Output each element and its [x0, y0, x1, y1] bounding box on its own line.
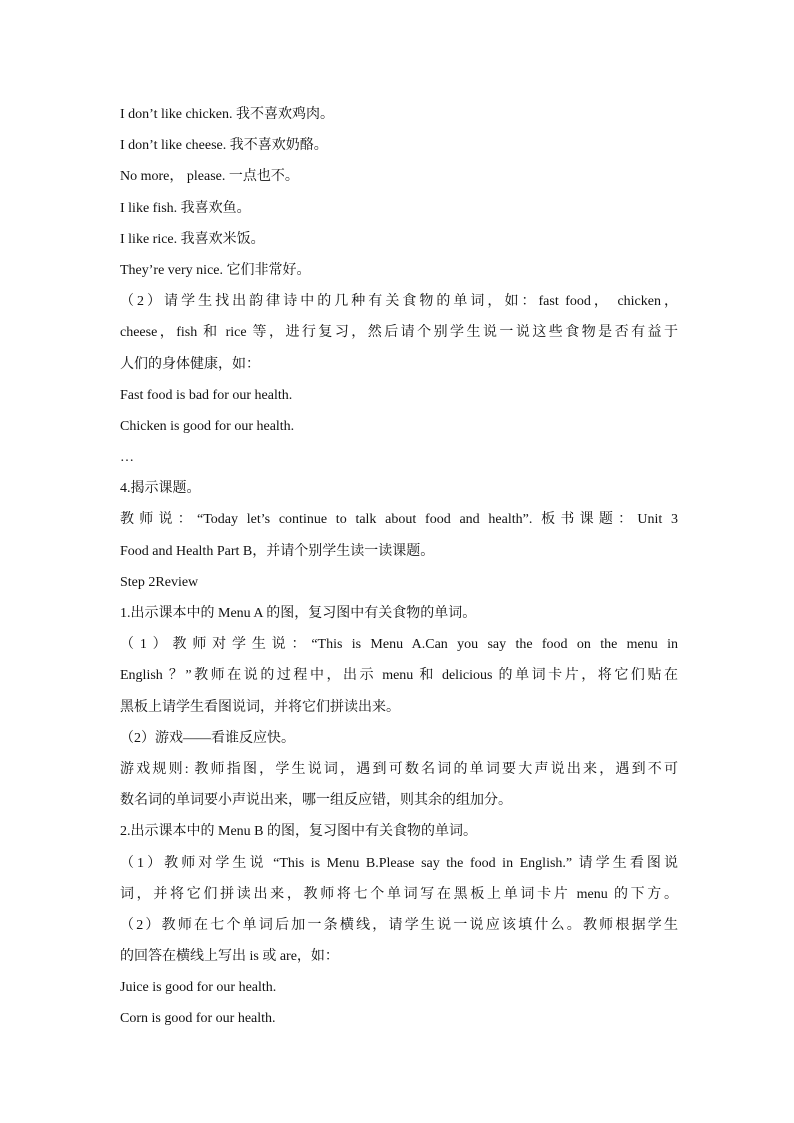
- text-line: （2）教师在七个单词后加一条横线，请学生说一说应该填什么。教师根据学生: [120, 917, 678, 933]
- text-line: 数名词的单词要小声说出来，哪一组反应错，则其余的组加分。: [120, 793, 512, 809]
- text-line: 黑板上请学生看图说词，并将它们拼读出来。: [120, 699, 400, 715]
- text-line: 游戏规则: 教师指图，学生说词，遇到可数名词的单词要大声说出来，遇到不可: [120, 761, 678, 777]
- text-line: 词，并将它们拼读出来，教师将七个单词写在黑板上单词卡片 menu 的下方。: [120, 886, 678, 902]
- text-line: 人们的身体健康，如：: [120, 356, 260, 372]
- text-line: I like rice. 我喜欢米饭。: [120, 231, 265, 247]
- text-line: （1）教师对学生说 “This is Menu B.Please say the food in English.” 请学生看图说: [120, 855, 678, 871]
- text-line: （1）教师对学生说：“This is Menu A.Can you say the food on the menu in: [120, 637, 678, 653]
- text-line: English ？”教师在说的过程中，出示 menu 和 delicious 的单词卡片，将它们贴在: [120, 668, 678, 684]
- text-line: 教师说：“Today let’s continue to talk about food and health”. 板书课题：Unit 3: [120, 512, 678, 528]
- text-line: （2）游戏——看谁反应快。: [120, 730, 295, 746]
- text-line: 4.揭示课题。: [120, 481, 201, 497]
- text-line: Step 2Review: [120, 574, 199, 590]
- text-line: They’re very nice. 它们非常好。: [120, 262, 311, 278]
- text-line: Corn is good for our health.: [120, 1011, 276, 1027]
- text-line: I don’t like chicken. 我不喜欢鸡肉。: [120, 107, 334, 122]
- text-line: No more， please. 一点也不。: [120, 169, 299, 185]
- text-line: Fast food is bad for our health.: [120, 387, 293, 403]
- text-line: （2）请学生找出韵律诗中的几种有关食物的单词，如：fast food， chicken，: [120, 294, 678, 310]
- text-line: I like fish. 我喜欢鱼。: [120, 200, 251, 216]
- text-line: 的回答在横线上写出 is 或 are，如：: [120, 949, 339, 965]
- text-line: Chicken is good for our health.: [120, 418, 295, 434]
- text-line: 2.出示课本中的 Menu B 的图，复习图中有关食物的单词。: [120, 824, 477, 840]
- text-line: Juice is good for our health.: [120, 980, 277, 996]
- text-line: cheese，fish 和 rice 等，进行复习，然后请个别学生说一说这些食物是否有益于: [120, 325, 678, 341]
- text-line: 1.出示课本中的 Menu A 的图，复习图中有关食物的单词。: [120, 606, 477, 621]
- document-body: [120, 99, 678, 1035]
- text-line: I don’t like cheese. 我不喜欢奶酪。: [120, 138, 328, 154]
- text-line: …: [120, 450, 134, 466]
- text-line: Food and Health Part B，并请个别学生读一读课题。: [120, 543, 435, 559]
